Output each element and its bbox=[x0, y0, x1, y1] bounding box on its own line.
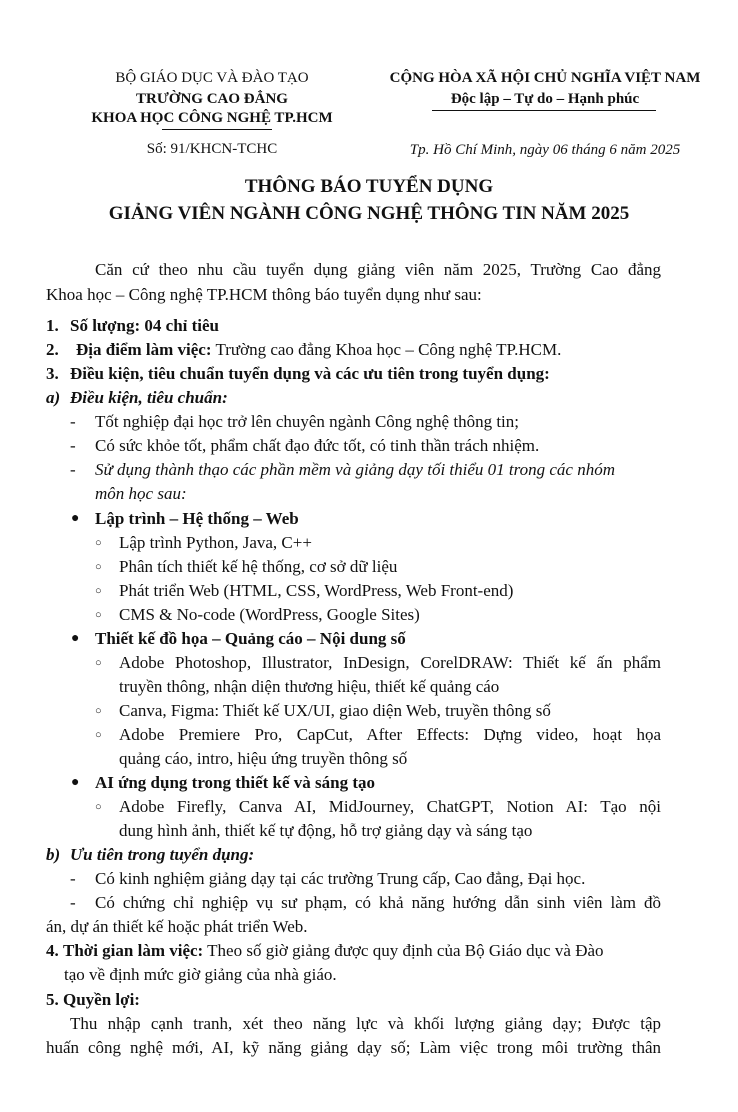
course-item-text: CMS & No-code (WordPress, Google Sites) bbox=[119, 605, 420, 624]
subsection-a-title: Điều kiện, tiêu chuẩn: bbox=[70, 388, 228, 407]
bullet-marker: ● bbox=[71, 511, 80, 526]
section-5-line1: Thu nhập cạnh tranh, xét theo năng lực và khối lượng giảng dạy; Được tập bbox=[70, 1014, 661, 1033]
section-2-text: Trường cao đẳng Khoa học – Công nghệ TP.HCM. bbox=[211, 340, 562, 359]
requirement-text-cont: môn học sau: bbox=[95, 484, 187, 503]
section-5-line2: huấn công nghệ mới, AI, kỹ năng giảng dạy số; Làm việc trong môi trường thân bbox=[46, 1038, 661, 1057]
course-item-text: Lập trình Python, Java, C++ bbox=[119, 533, 312, 552]
section-1-number: 1. bbox=[46, 316, 59, 335]
section-5-label: Quyền lợi: bbox=[63, 990, 140, 1009]
section-1-quantity: Số lượng: 04 chỉ tiêu bbox=[70, 316, 220, 335]
course-group-title: AI ứng dụng trong thiết kế và sáng tạo bbox=[95, 773, 376, 792]
section-4-number: 4. bbox=[46, 941, 59, 960]
section-2-workplace bbox=[76, 338, 561, 362]
intro-line2: Khoa học – Công nghệ TP.HCM thông báo tuyển dụng như sau: bbox=[46, 285, 482, 304]
section-4-line2: tạo về định mức giờ giảng của nhà giáo. bbox=[64, 965, 337, 984]
section-4-text: Theo số giờ giảng được quy định của Bộ Giáo dục và Đào bbox=[203, 941, 604, 960]
dash-marker: - bbox=[70, 412, 76, 431]
section-2-label: Địa điểm làm việc: bbox=[76, 340, 212, 359]
section-5-number: 5. bbox=[46, 990, 59, 1009]
course-item-text: Adobe Firefly, Canva AI, MidJourney, ChatGPT, Notion AI: Tạo nội bbox=[119, 797, 661, 816]
circle-marker: ○ bbox=[95, 609, 102, 621]
requirement-text: Sử dụng thành thạo các phần mềm và giảng dạy tối thiểu 01 trong các nhóm bbox=[95, 460, 615, 479]
school-name-line2: KHOA HỌC CÔNG NGHỆ TP.HCM bbox=[91, 110, 333, 126]
school-name-line1: TRƯỜNG CAO ĐẲNG bbox=[136, 91, 288, 107]
course-item-text: Phân tích thiết kế hệ thống, cơ sở dữ liệu bbox=[119, 557, 398, 576]
requirement-text: Có sức khỏe tốt, phẩm chất đạo đức tốt, có tinh thần trách nhiệm. bbox=[95, 436, 540, 455]
course-item-text: Phát triển Web (HTML, CSS, WordPress, Web Front-end) bbox=[119, 581, 514, 600]
header-left-underline bbox=[162, 129, 272, 130]
course-item-text: Canva, Figma: Thiết kế UX/UI, giao diện Web, truyền thông số bbox=[119, 701, 551, 720]
circle-marker: ○ bbox=[95, 657, 102, 669]
course-item-text: Adobe Photoshop, Illustrator, InDesign, CorelDRAW: Thiết kế ấn phẩm bbox=[119, 653, 661, 672]
subsection-a-label: a) bbox=[46, 388, 61, 407]
course-item-text: Adobe Premiere Pro, CapCut, After Effects: Dựng video, hoạt họa bbox=[119, 725, 661, 744]
course-item-cont: truyền thông, nhận diện thương hiệu, thiết kế quảng cáo bbox=[119, 677, 500, 696]
priority-text-cont: án, dự án thiết kế hoặc phát triển Web. bbox=[46, 917, 308, 936]
section-3-heading: Điều kiện, tiêu chuẩn tuyển dụng và các ưu tiên trong tuyển dụng: bbox=[70, 364, 550, 383]
subsection-b-label: b) bbox=[46, 845, 61, 864]
dash-marker: - bbox=[70, 460, 76, 479]
dash-marker: - bbox=[70, 893, 76, 912]
bullet-marker: ● bbox=[71, 631, 80, 646]
requirement-text: Tốt nghiệp đại học trở lên chuyên ngành Công nghệ thông tin; bbox=[95, 412, 519, 431]
ministry-name: BỘ GIÁO DỤC VÀ ĐÀO TẠO bbox=[115, 70, 309, 86]
place-and-date: Tp. Hồ Chí Minh, ngày 06 tháng 6 năm 2025 bbox=[409, 142, 681, 158]
section-4-line1 bbox=[46, 939, 661, 963]
section-5-heading bbox=[46, 988, 140, 1012]
circle-marker: ○ bbox=[95, 705, 102, 717]
course-group-title: Thiết kế đồ họa – Quảng cáo – Nội dung số bbox=[95, 629, 406, 648]
section-4-label: Thời gian làm việc: bbox=[63, 941, 204, 960]
section-2-number: 2. bbox=[46, 340, 59, 359]
notice-subtitle: GIẢNG VIÊN NGÀNH CÔNG NGHỆ THÔNG TIN NĂM 2025 bbox=[108, 203, 630, 224]
priority-text: Có kinh nghiệm giảng dạy tại các trường Trung cấp, Cao đẳng, Đại học. bbox=[95, 869, 586, 888]
circle-marker: ○ bbox=[95, 801, 102, 813]
national-motto: Độc lập – Tự do – Hạnh phúc bbox=[450, 91, 640, 107]
header-right-underline bbox=[432, 110, 656, 111]
course-group-title: Lập trình – Hệ thống – Web bbox=[95, 509, 299, 528]
intro-line1: Căn cứ theo nhu cầu tuyển dụng giảng viên năm 2025, Trường Cao đẳng bbox=[95, 260, 661, 279]
course-item-cont: quảng cáo, intro, hiệu ứng truyền thông số bbox=[119, 749, 408, 768]
subsection-b-title: Ưu tiên trong tuyển dụng: bbox=[70, 845, 255, 864]
document-number: Số: 91/KHCN-TCHC bbox=[146, 141, 278, 157]
circle-marker: ○ bbox=[95, 537, 102, 549]
notice-title: THÔNG BÁO TUYỂN DỤNG bbox=[244, 176, 494, 197]
country-name: CỘNG HÒA XÃ HỘI CHỦ NGHĨA VIỆT NAM bbox=[389, 70, 701, 86]
section-3-number: 3. bbox=[46, 364, 59, 383]
dash-marker: - bbox=[70, 436, 76, 455]
course-item-cont: dung hình ảnh, thiết kế tự động, hỗ trợ giảng dạy và sáng tạo bbox=[119, 821, 533, 840]
circle-marker: ○ bbox=[95, 729, 102, 741]
bullet-marker: ● bbox=[71, 775, 80, 790]
priority-text: Có chứng chỉ nghiệp vụ sư phạm, có khả năng hướng dẫn sinh viên làm đồ bbox=[95, 893, 661, 912]
circle-marker: ○ bbox=[95, 585, 102, 597]
circle-marker: ○ bbox=[95, 561, 102, 573]
dash-marker: - bbox=[70, 869, 76, 888]
